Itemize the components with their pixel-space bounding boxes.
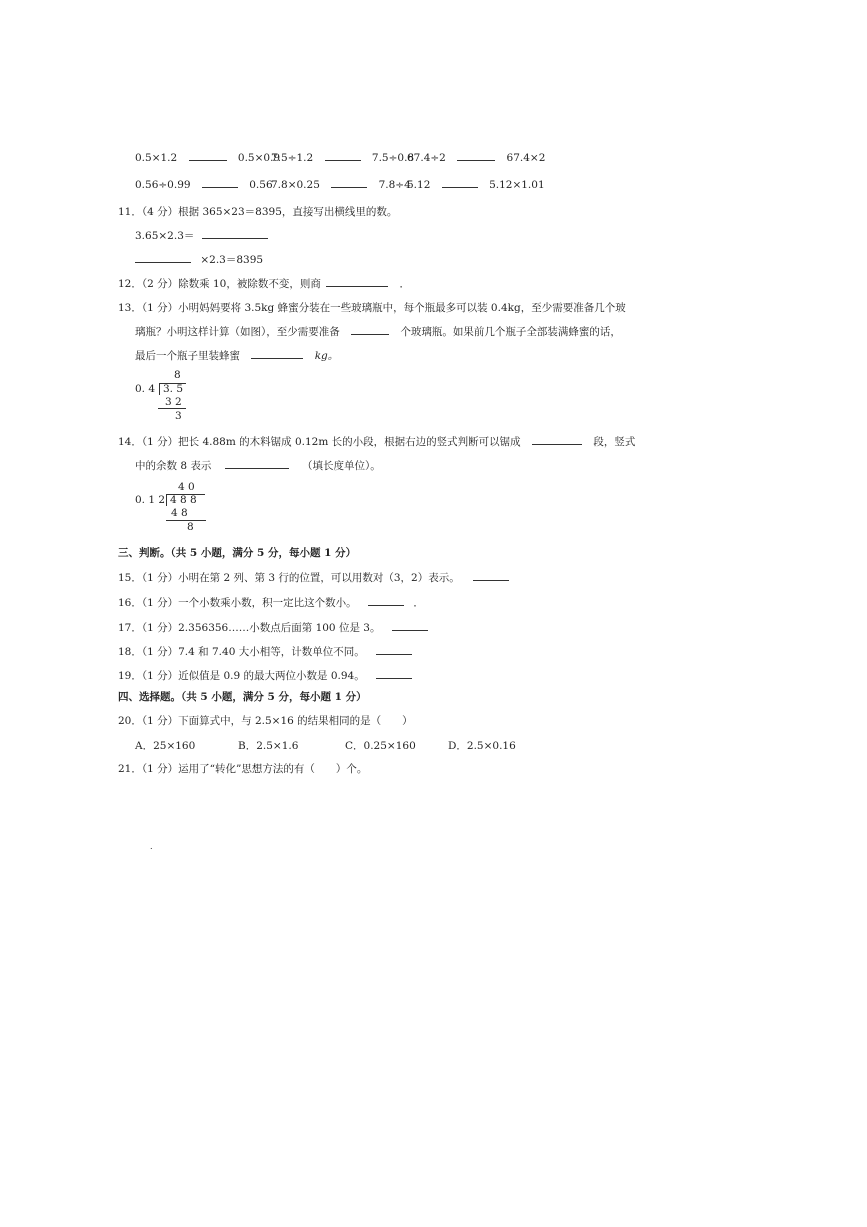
answer-blank[interactable]	[376, 645, 412, 655]
question-14-line-1	[118, 434, 635, 449]
answer-blank[interactable]	[202, 229, 268, 239]
question-11-stem: 11．（4 分）根据 365×23＝8395，直接写出横线里的数。	[118, 206, 398, 218]
text: 段，竖式	[593, 436, 636, 448]
question-21-stem: 21．（1 分）运用了“转化”思想方法的有（ ）个。	[118, 763, 368, 775]
answer-blank[interactable]	[325, 151, 361, 161]
compare-right: 7.5÷0.8	[371, 152, 415, 164]
expression: ×2.3＝8395	[200, 254, 264, 266]
question-11-line-1	[135, 228, 268, 243]
subtraction-line	[158, 408, 186, 409]
text: 18．（1 分）7.4 和 7.40 大小相等，计数单位不同。	[118, 646, 365, 658]
product: 3 2	[165, 396, 182, 408]
answer-blank[interactable]	[135, 253, 191, 263]
question-13-line-3	[135, 348, 338, 363]
answer-blank[interactable]	[225, 459, 289, 469]
division-bracket	[159, 383, 160, 395]
text: 最后一个瓶子里装蜂蜜	[135, 350, 240, 362]
text: 璃瓶？小明这样计算（如图），至少需要准备	[135, 326, 340, 338]
answer-blank[interactable]	[331, 178, 367, 188]
judge-question-19	[118, 668, 412, 683]
subtraction-line	[166, 520, 206, 521]
text: 17．（1 分）2.356356……小数点后面第 100 位是 3。	[118, 622, 381, 634]
judge-question-17	[118, 620, 428, 635]
compare-right: 0.56	[249, 179, 273, 191]
answer-blank[interactable]	[368, 596, 404, 606]
text: 19．（1 分）近似值是 0.9 的最大两位小数是 0.94。	[118, 670, 365, 682]
compare-left: 0.5×1.2	[135, 152, 178, 164]
text: 14．（1 分）把长 4.88m 的木料锯成 0.12m 长的小段，根据右边的竖式判断可以锯成	[118, 436, 521, 448]
question-12	[118, 276, 410, 291]
compare-left: 67.4÷2	[407, 152, 446, 164]
answer-blank[interactable]	[189, 151, 227, 161]
question-12-stem: 12．（2 分）除数乘 10，被除数不变，则商	[118, 278, 321, 290]
question-11-line-2	[135, 252, 263, 267]
question-20-stem: 20．（1 分）下面算式中，与 2.5×16 的结果相同的是（ ）	[118, 715, 413, 727]
compare-row-1	[135, 151, 280, 164]
text: 中的余数 8 表示	[135, 460, 212, 472]
text: ．	[413, 597, 424, 609]
compare-row-2	[271, 178, 411, 191]
judge-question-18	[118, 644, 412, 659]
quotient: 8	[174, 369, 181, 381]
compare-right: 7.8÷4	[378, 179, 411, 191]
compare-left: 5.12	[407, 179, 431, 191]
judge-question-15	[118, 570, 509, 585]
section-3-heading: 三、判断。（共 5 小题，满分 5 分，每小题 1 分）	[118, 547, 357, 559]
compare-left: 0.56÷0.99	[135, 179, 191, 191]
compare-left: 7.8×0.25	[271, 179, 320, 191]
question-14-line-2	[135, 458, 381, 473]
answer-blank[interactable]	[202, 178, 238, 188]
section-4-heading: 四、选择题。（共 5 小题，满分 5 分，每小题 1 分）	[118, 691, 367, 703]
compare-row-2	[407, 178, 545, 191]
answer-blank[interactable]	[473, 571, 509, 581]
compare-right: 5.12×1.01	[489, 179, 545, 191]
remainder: 8	[187, 521, 194, 533]
question-12-end: ．	[399, 278, 411, 290]
question-20-option-d[interactable]: D．2.5×0.16	[448, 740, 516, 752]
question-13-line-2	[135, 324, 621, 339]
question-20-option-a[interactable]: A．25×160	[135, 740, 196, 752]
unit: kg。	[314, 350, 339, 362]
quotient: 4 0	[178, 481, 195, 493]
question-20-option-c[interactable]: C．0.25×160	[345, 740, 416, 752]
divisor: 0. 4	[135, 383, 156, 395]
answer-blank[interactable]	[376, 669, 412, 679]
text: 16．（1 分）一个小数乘小数，积一定比这个数小。	[118, 597, 357, 609]
answer-blank[interactable]	[251, 349, 303, 359]
divisor: 0. 1 2	[135, 494, 166, 506]
answer-blank[interactable]	[442, 178, 478, 188]
compare-right: 0.5×0.9	[237, 152, 281, 164]
judge-question-16	[118, 595, 424, 610]
division-bracket	[166, 494, 167, 506]
compare-row-2	[135, 178, 273, 191]
dividend: 3. 5	[163, 383, 184, 395]
text: （填长度单位）。	[302, 460, 381, 472]
product: 4 8	[171, 507, 188, 519]
remainder: 3	[175, 410, 182, 422]
expression: 3.65×2.3＝	[135, 230, 195, 242]
answer-blank[interactable]	[457, 151, 495, 161]
dividend: 4 8 8	[170, 494, 197, 506]
compare-right: 67.4×2	[506, 152, 546, 164]
answer-blank[interactable]	[532, 435, 582, 445]
answer-blank[interactable]	[351, 325, 389, 335]
question-13-line-1: 13．（1 分）小明妈妈要将 3.5kg 蜂蜜分装在一些玻璃瓶中，每个瓶最多可以装 0.4kg，至少需要准备几个玻	[118, 302, 626, 314]
question-20-option-b[interactable]: B．2.5×1.6	[238, 740, 299, 752]
text: 个玻璃瓶。如果前几个瓶子全部装满蜂蜜的话，	[400, 326, 621, 338]
compare-left: 7.5÷1.2	[271, 152, 314, 164]
stray-dot: .	[150, 842, 153, 851]
answer-blank[interactable]	[392, 621, 428, 631]
compare-row-1	[407, 151, 545, 164]
compare-row-1	[271, 151, 414, 164]
answer-blank[interactable]	[326, 277, 388, 287]
text: 15．（1 分）小明在第 2 列、第 3 行的位置，可以用数对（3，2）表示。	[118, 572, 460, 584]
